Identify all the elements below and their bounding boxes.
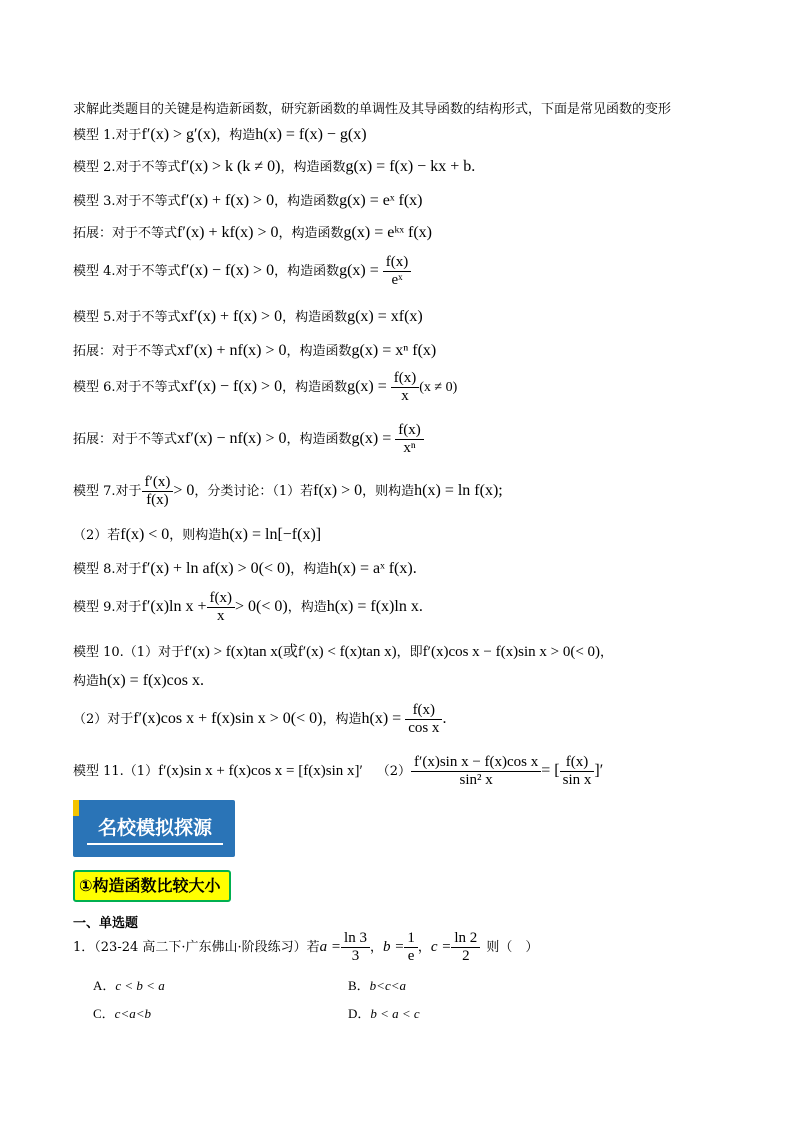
question-1: 1．（23-24 高二下·广东佛山·阶段练习）若a = $\frac{\ln 3}{3}$ ，b = $\frac{1}{e}$ ，c = $\frac{\ln 2}{2}$ 则（ ）	[73, 930, 539, 964]
fraction: $\frac{1}{e}$	[404, 930, 418, 965]
extension-3: 拓展：对于不等式f′(x) + kf(x) > 0，构造函数g(x) = eᵏˣ f(x)	[73, 224, 432, 241]
option-a[interactable]: A．c < b < a	[93, 978, 165, 993]
section-heading: 一、单选题	[73, 916, 139, 931]
model-6: 模型 6.对于不等式xf′(x) − f(x) > 0，构造函数g(x) = $\frac{f(x)}{x}$ (x ≠ 0)	[73, 370, 458, 404]
model-7-case-2: （2）若f(x) < 0，则构造h(x) = ln[−f(x)]	[73, 526, 322, 543]
model-10: 模型 10.（1）对于f′(x) > f(x)tan x(或f′(x) < f(x)tan x)，即f′(x)cos x − f(x)sin x > 0(< 0)，	[73, 644, 614, 660]
fraction: $\frac{f(x)}{\text{cos x}}$	[405, 702, 442, 737]
fraction: $\frac{f'(x)}{f(x)}$	[142, 474, 174, 509]
fraction: $\frac{\ln 2}{2}$	[451, 930, 480, 965]
option-d[interactable]: D．b < a < c	[348, 1006, 420, 1021]
banner-title: 名校模拟探源	[87, 813, 223, 845]
fraction: $\frac{\text{f′(x)sin x − f(x)cos x}}{\text{sin² x}}$	[411, 754, 541, 789]
extension-6: 拓展：对于不等式xf′(x) − nf(x) > 0，构造函数g(x) = $\frac{f(x)}{\text{xⁿ}}$	[73, 422, 424, 457]
model-3: 模型 3.对于不等式f′(x) + f(x) > 0，构造函数g(x) = eˣ f(x)	[73, 192, 423, 209]
model-5: 模型 5.对于不等式xf′(x) + f(x) > 0，构造函数g(x) = xf(x)	[73, 308, 423, 325]
fraction: $\frac{f(x)}{\text{sin x}}$	[560, 754, 595, 789]
fraction: $\frac{f(x)}{x}$	[207, 590, 236, 625]
banner-accent	[73, 800, 79, 816]
topic-tag: ①构造函数比较大小	[73, 870, 231, 902]
option-b[interactable]: B．b<c<a	[348, 978, 406, 993]
option-c[interactable]: C．c<a<b	[93, 1006, 151, 1021]
fraction: $\frac{f(x)}{\text{xⁿ}}$	[395, 422, 424, 457]
extension-5: 拓展：对于不等式xf′(x) + nf(x) > 0，构造函数g(x) = xⁿ f(x)	[73, 342, 437, 359]
model-10-construct: 构造h(x) = f(x)cos x.	[73, 672, 205, 689]
intro-text: 求解此类题目的关键是构造新函数，研究新函数的单调性及其导函数的结构形式，下面是常见函数的变形	[73, 102, 672, 117]
model-4: 模型 4.对于不等式f′(x) − f(x) > 0，构造函数g(x) = $\frac{f(x)}{\text{eˣ}}$	[73, 254, 411, 289]
model-7: 模型 7.对于 $\frac{f'(x)}{f(x)}$ > 0，分类讨论：（1）若f(x) > 0，则构造h(x) = ln f(x);	[73, 474, 503, 508]
fraction: $\frac{f(x)}{x}$	[391, 370, 420, 405]
model-1: 模型 1.对于f′(x) > g′(x)，构造h(x) = f(x) − g(x)	[73, 126, 367, 143]
section-banner	[73, 800, 235, 857]
model-2: 模型 2.对于不等式f′(x) > k (k ≠ 0)，构造函数g(x) = f(x) − kx + b.	[73, 158, 476, 175]
model-11: 模型 11.（1）f′(x)sin x + f(x)cos x = [f(x)sin x]′ （2） $\frac{\text{f′(x)sin x − f(x)cos x}}{\text{sin² x}}$ = [ $\frac{f(x)}{\text{sin x}}$ ]′	[73, 754, 604, 788]
fraction: $\frac{\ln 3}{3}$	[341, 930, 370, 965]
model-8: 模型 8.对于f′(x) + ln af(x) > 0(< 0)，构造h(x) = aˣ f(x).	[73, 560, 417, 577]
model-10-part-2: （2）对于f′(x)cos x + f(x)sin x > 0(< 0)，构造h(x) = $\frac{f(x)}{\text{cos x}}$ .	[73, 702, 447, 736]
model-9: 模型 9.对于f′(x)ln x + $\frac{f(x)}{x}$ > 0(< 0)，构造h(x) = f(x)ln x.	[73, 590, 423, 624]
fraction: $\frac{f(x)}{\text{eˣ}}$	[383, 254, 412, 289]
